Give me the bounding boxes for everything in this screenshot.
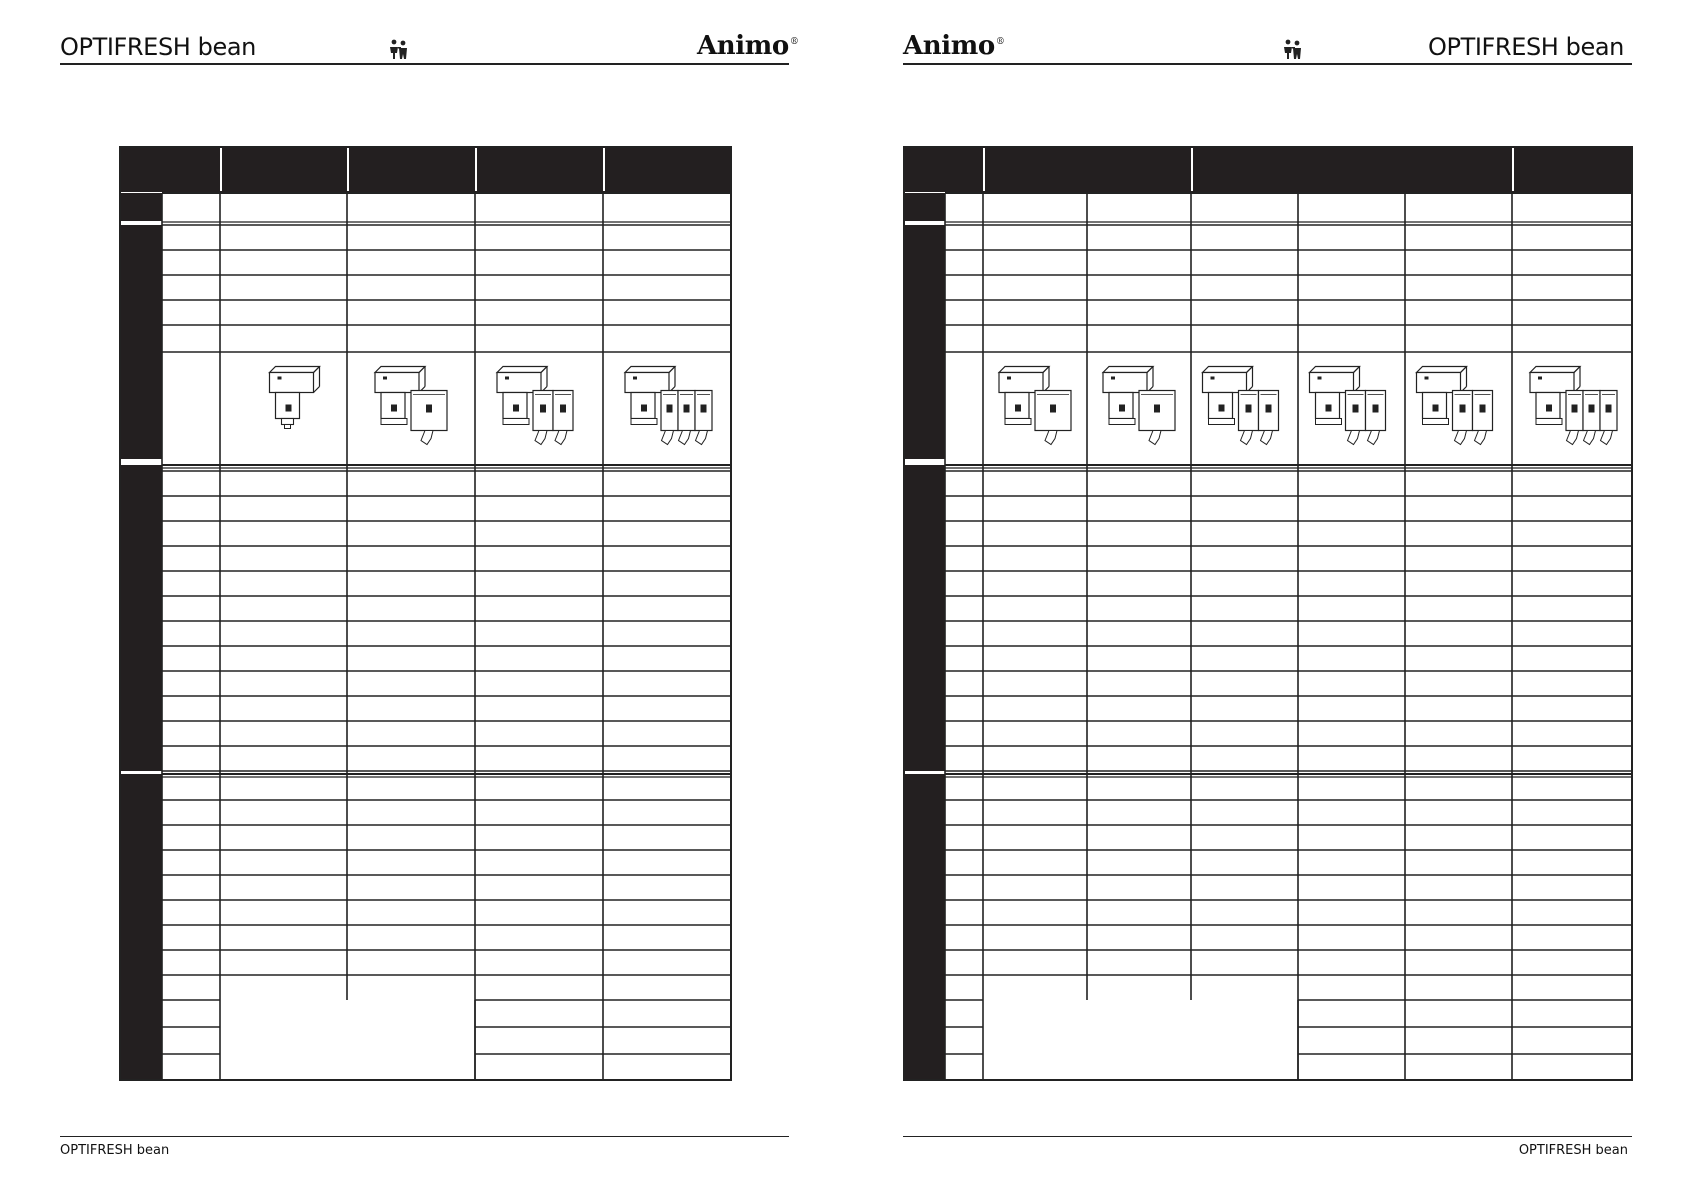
section-notch	[904, 771, 945, 774]
brand-name: Animo	[697, 31, 789, 61]
table-frame	[904, 147, 1632, 1080]
header-product-title: OPTIFRESH bean	[1428, 33, 1624, 61]
section-notch	[904, 221, 945, 225]
table-header-band	[904, 147, 1632, 192]
footer-rule	[60, 1136, 789, 1137]
footer-product-title: OPTIFRESH bean	[1518, 1143, 1628, 1158]
canister-3-icon	[1310, 367, 1386, 445]
footer-product-title: OPTIFRESH bean	[60, 1143, 170, 1158]
canister-4-icon	[625, 367, 712, 445]
section-sidebar	[120, 193, 162, 1080]
parts-table-right	[842, 0, 1684, 1190]
canister-2-icon	[1103, 367, 1175, 445]
brand-name: Animo	[903, 31, 995, 61]
canister-3-icon	[497, 367, 573, 445]
canister-2-icon	[999, 367, 1071, 445]
canister-2-icon	[375, 367, 447, 445]
brand-registered-mark: ®	[995, 37, 1005, 48]
section-sidebar	[904, 193, 945, 1080]
table-frame	[120, 147, 731, 1080]
footer-rule	[903, 1136, 1632, 1137]
right-page	[842, 0, 1684, 1190]
canister-4-icon	[1530, 367, 1617, 445]
table-header-band	[120, 147, 731, 192]
header-product-title: OPTIFRESH bean	[60, 33, 256, 61]
section-notch	[120, 459, 162, 465]
brand-registered-mark: ®	[789, 37, 799, 48]
section-notch	[120, 221, 162, 225]
canister-3-icon	[1417, 367, 1493, 445]
section-notch	[904, 459, 945, 465]
section-notch	[120, 771, 162, 774]
canister-1-icon	[270, 367, 320, 429]
canister-3-icon	[1203, 367, 1279, 445]
